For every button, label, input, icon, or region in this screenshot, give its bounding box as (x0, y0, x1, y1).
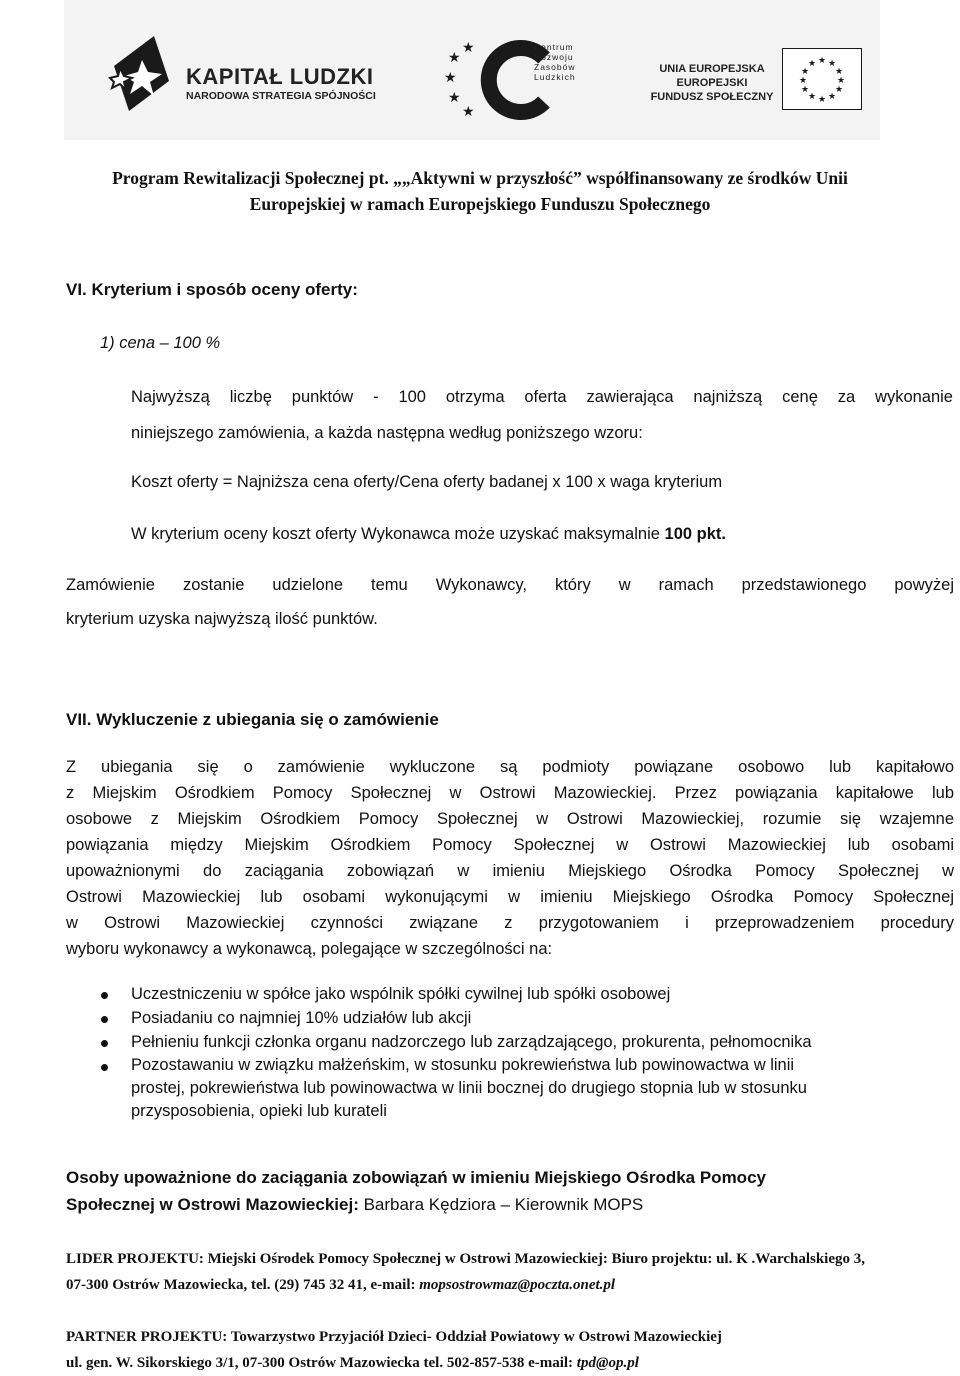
points-paragraph-line2: niniejszego zamówienia, a każda następna według poniższego wzoru: (131, 424, 643, 442)
svg-text:★: ★ (462, 104, 475, 120)
program-header-line2: Europejskiej w ramach Europejskiego Funduszu Społecznego (249, 194, 711, 214)
svg-text:★: ★ (808, 59, 817, 69)
leader-line1: LIDER PROJEKTU: Miejski Ośrodek Pomocy Społecznej w Ostrowi Mazowieckiej: Biuro projektu: ul. K .Warchalskiego 3, (66, 1251, 865, 1267)
exclusion-line: Ostrowi Mazowieckiej lub osobami wykonującymi w imieniu Miejskiego Ośrodka Pomocy Społecznej (66, 888, 954, 906)
svg-text:★: ★ (837, 76, 846, 86)
crzl-logo-text (534, 42, 576, 82)
max-points-label: W kryterium oceny koszt oferty Wykonawca może uzyskać maksymalnie (131, 525, 665, 543)
logo-bar (64, 0, 880, 140)
bullet-line: przysposobienia, opieki lub kurateli (131, 1102, 387, 1120)
svg-text:★: ★ (828, 92, 837, 102)
exclusion-line: upoważnionymi do zaciągania zobowiązań w imieniu Miejskiego Ośrodka Pomocy Społecznej w (66, 862, 954, 880)
footer-leader (66, 1246, 960, 1298)
crzl-line: Centrum (534, 42, 574, 52)
kapital-ludzki-logo-icon (104, 26, 174, 116)
svg-text:★: ★ (448, 50, 461, 66)
section-6-title: VI. Kryterium i sposób oceny oferty: (66, 280, 358, 299)
svg-text:★: ★ (818, 95, 827, 105)
criterion-price: 1) cena – 100 % (100, 334, 221, 352)
bullet-item: Pełnieniu funkcji członka organu nadzorczego lub zarządzającego, prokurenta, pełnomocnika (131, 1033, 812, 1051)
eu-flag-icon (782, 48, 862, 110)
exclusion-paragraph (66, 754, 954, 962)
bullet-line: prostej, pokrewieństwa lub powinowactwa w linii bocznej do drugiego stopnia lub w stosunku (131, 1079, 807, 1097)
exclusion-line: wyboru wykonawcy a wykonawcą, polegające w szczególności na: (66, 940, 553, 958)
svg-text:★: ★ (835, 85, 844, 95)
authorized-name: Barbara Kędziora – Kierownik MOPS (358, 1195, 644, 1214)
kapital-ludzki-subtitle: NARODOWA STRATEGIA SPÓJNOŚCI (186, 90, 376, 102)
award-paragraph-line2: kryterium uzyska najwyższą ilość punktów. (66, 610, 378, 628)
partner-contact: ul. gen. W. Sikorskiego 3/1, 07-300 Ostrów Mazowiecka tel. 502-857-538 e-mail: (66, 1355, 577, 1371)
exclusion-line: Z ubiegania się o zamówienie wykluczone są podmioty powiązane osobowo lub kapitałowo (66, 758, 954, 776)
exclusion-line: osobowe z Miejskim Ośrodkiem Pomocy Społecznej w Ostrowi Mazowieckiej, rozumie się wzajemne (66, 810, 954, 828)
ue-line: UNIA EUROPEJSKA (659, 63, 765, 75)
award-paragraph-line1: Zamówienie zostanie udzielone temu Wykonawcy, który w ramach przedstawionego powyżej (66, 576, 954, 594)
leader-contact: 07-300 Ostrów Mazowiecka, tel. (29) 745 32 41, e-mail: (66, 1277, 420, 1293)
bullet-item: Posiadaniu co najmniej 10% udziałów lub akcji (131, 1009, 472, 1027)
crzl-line: Rozwoju (534, 52, 574, 62)
section-7-title: VII. Wykluczenie z ubiegania się o zamówienie (66, 710, 439, 729)
authorized-label: Społecznej w Ostrowi Mazowieckiej: (66, 1195, 359, 1214)
svg-text:★: ★ (444, 70, 457, 86)
svg-text:★: ★ (799, 76, 808, 86)
footer-partner (66, 1324, 960, 1376)
authorized-persons (66, 1164, 766, 1218)
svg-text:★: ★ (448, 90, 461, 106)
max-points-value: 100 pkt. (664, 525, 726, 543)
ue-line: EUROPEJSKI (676, 77, 748, 89)
crzl-line: Ludzkich (534, 72, 576, 82)
bullet-line: Pozostawaniu w związku małżeńskim, w stosunku pokrewieństwa lub powinowactwa w linii (131, 1056, 795, 1074)
svg-text:★: ★ (801, 67, 810, 77)
svg-text:★: ★ (818, 56, 827, 66)
bullet-icon (101, 1064, 108, 1071)
max-points-text (131, 521, 726, 547)
svg-text:★: ★ (835, 67, 844, 77)
formula: Koszt oferty = Najniższa cena oferty/Cena oferty badanej x 100 x waga kryterium (131, 473, 723, 491)
partner-email[interactable]: tpd@op.pl (576, 1355, 639, 1371)
program-header-line1: Program Rewitalizacji Społecznej pt. „„Aktywni w przyszłość” współfinansowany ze środków Unii (112, 168, 848, 188)
leader-email[interactable]: mopsostrowmaz@poczta.onet.pl (419, 1277, 616, 1293)
ue-logo-text (632, 62, 792, 104)
bullet-item-multiline (131, 1054, 807, 1123)
svg-text:★: ★ (462, 40, 475, 56)
kapital-ludzki-title: KAPITAŁ LUDZKI (186, 64, 374, 89)
points-paragraph-line1: Najwyższą liczbę punktów - 100 otrzyma oferta zawierająca najniższą cenę za wykonanie (131, 388, 953, 406)
svg-text:★: ★ (828, 59, 837, 69)
crzl-line: Zasobów (534, 62, 576, 72)
bullet-icon (101, 992, 108, 999)
bullet-item: Uczestniczeniu w spółce jako wspólnik spółki cywilnej lub spółki osobowej (131, 985, 671, 1003)
exclusion-line: w Ostrowi Mazowieckiej czynności związane z przygotowaniem i przeprowadzeniem procedury (66, 914, 954, 932)
bullet-icon (101, 1016, 108, 1023)
svg-text:★: ★ (808, 92, 817, 102)
exclusion-line: z Miejskim Ośrodkiem Pomocy Społecznej w Ostrowi Mazowieckiej. Przez powiązania kapitałowe lub (66, 784, 954, 802)
authorized-line2 (66, 1191, 766, 1218)
exclusion-line: powiązania między Miejskim Ośrodkiem Pomocy Społecznej w Ostrowi Mazowieckiej lub osobami (66, 836, 954, 854)
partner-line1: PARTNER PROJEKTU: Towarzystwo Przyjaciół Dzieci- Oddział Powiatowy w Ostrowi Mazowieckiej (66, 1329, 722, 1345)
authorized-line1: Osoby upoważnione do zaciągania zobowiązań w imieniu Miejskiego Ośrodka Pomocy (66, 1168, 766, 1187)
svg-text:★: ★ (801, 85, 810, 95)
bullet-icon (101, 1040, 108, 1047)
leader-line2 (66, 1272, 960, 1298)
partner-line2 (66, 1350, 960, 1376)
ue-line: FUNDUSZ SPOŁECZNY (650, 91, 774, 103)
